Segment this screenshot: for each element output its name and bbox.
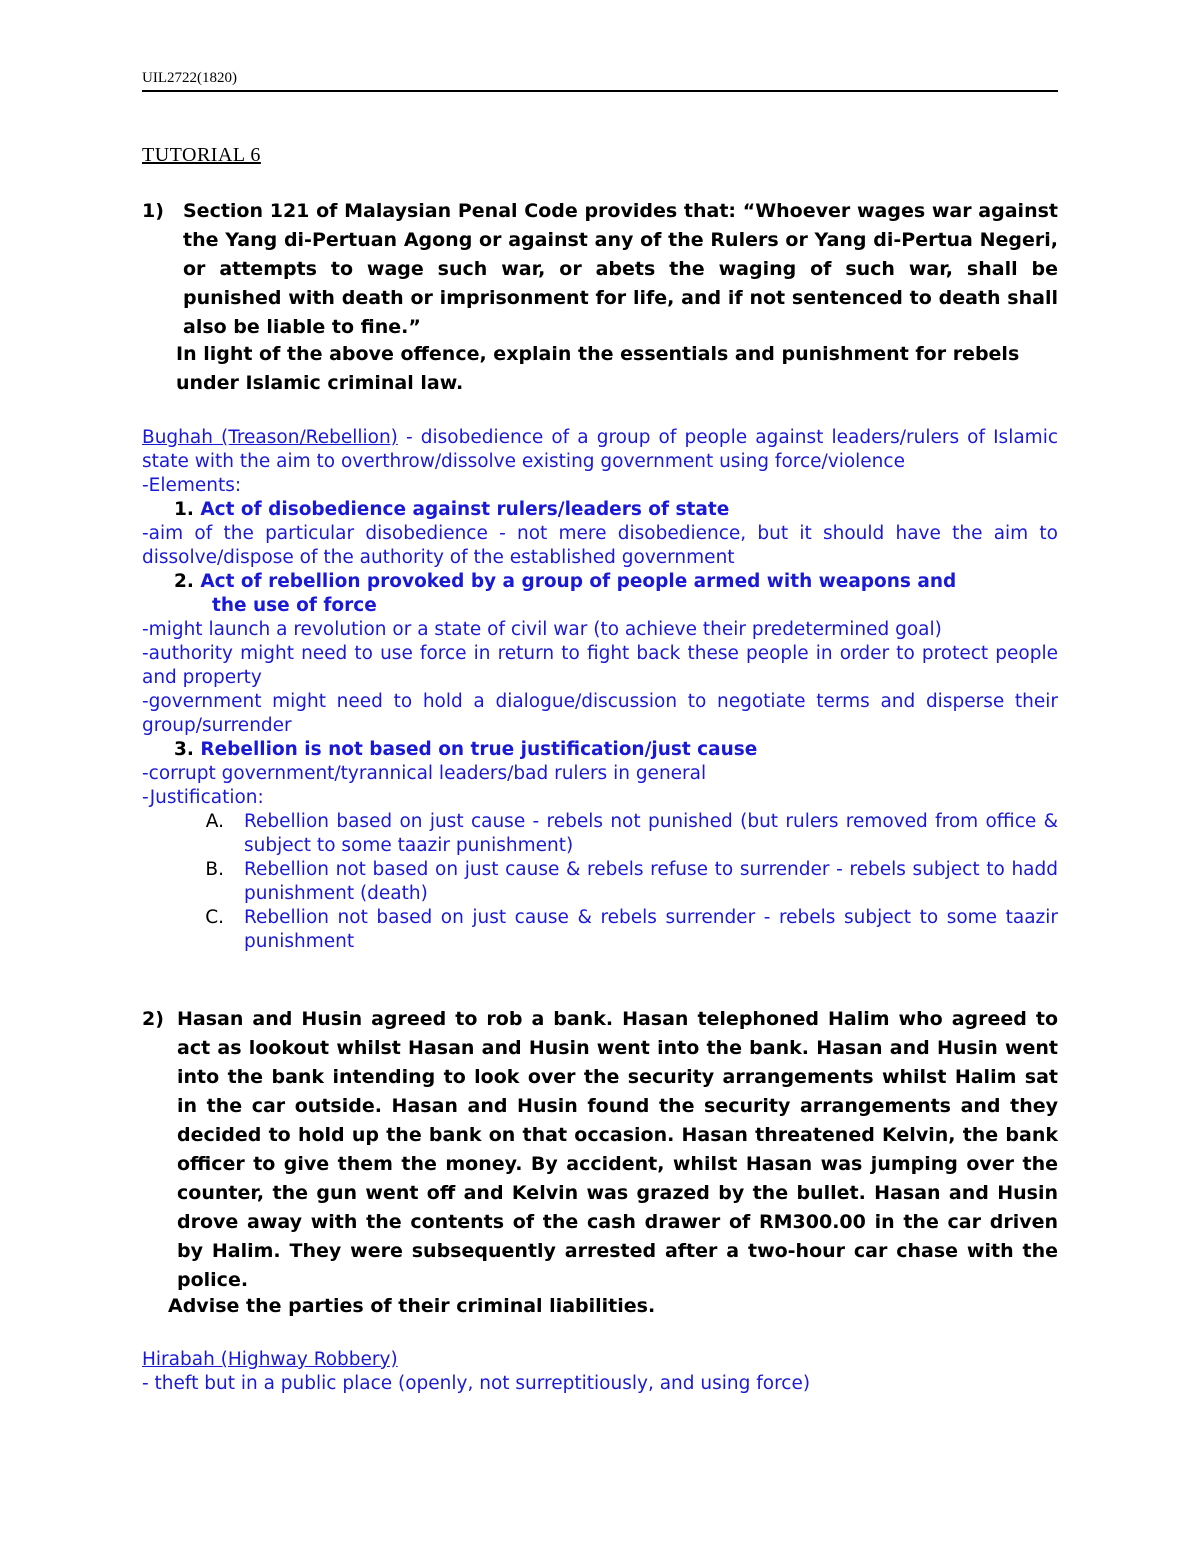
header-rule [142,90,1058,92]
question-1-text: Section 121 of Malaysian Penal Code provides that: “Whoever wages war against the Yang di-Pertuan Agong or against any of the Rulers or Yang di-Pertua Negeri, or attempts to wage such war, or abets the waging of such war, shall be punished with death or imprisonment for life, and if not sentenced to death shall also be liable to fine.” [183,200,1058,338]
element-2-note-3: -government might need to hold a dialogue/discussion to negotiate terms and disperse their group/surrender [142,691,1058,736]
answer-1 [142,426,1058,954]
question-2-number: 2) [142,1008,164,1030]
bughah-definition: Bughah (Treason/Rebellion) - disobedience of a group of people against leaders/rulers of Islamic state with the aim to overthrow/dissolve existing government using force/violence [142,427,1059,472]
element-2-note-2: -authority might need to use force in return to fight back these people in order to protect people and property [142,643,1058,688]
question-1-prompt: In light of the above offence, explain the essentials and punishment for rebels under Islamic criminal law. [176,343,1020,394]
element-2-note-1: -might launch a revolution or a state of civil war (to achieve their predetermined goal) [142,619,942,640]
element-1-title: 1. Act of disobedience against rulers/leaders of state [174,499,730,520]
course-code-header: UIL2722(1820) [142,70,237,86]
element-3-note-1: -corrupt government/tyrannical leaders/bad rulers in general [142,763,707,784]
hirabah-term: Hirabah (Highway Robbery) [142,1349,398,1370]
question-1-number: 1) [142,200,164,222]
element-1-note-1: -aim of the particular disobedience - not mere disobedience, but it should have the aim to dissolve/dispose of the authority of the established government [142,523,1058,568]
page-title: TUTORIAL 6 [142,144,261,166]
question-2-prompt: Advise the parties of their criminal liabilities. [168,1295,656,1317]
question-1 [142,197,1058,342]
bughah-term: Bughah (Treason/Rebellion) [142,427,398,448]
question-2-text: Hasan and Husin agreed to rob a bank. Hasan telephoned Halim who agreed to act as lookout whilst Hasan and Husin went into the bank. Hasan and Husin went into the bank intending to look over the security arrangements whilst Halim sat in the car outside. Hasan and Husin found the security arrangements and they decided to hold up the bank on that occasion. Hasan threatened Kelvin, the bank officer to give them the money. By accident, whilst Hasan was jumping over the counter, the gun went off and Kelvin was grazed by the bullet. Hasan and Husin drove away with the contents of the cash drawer of RM300.00 in the car driven by Halim. They were subsequently arrested after a two-hour car chase with the police. [177,1008,1058,1291]
question-2 [142,1005,1058,1295]
justification-label: -Justification: [142,787,264,808]
justification-a: A. Rebellion based on just cause - rebels not punished (but rulers removed from office & subject to some taazir punishment) [205,811,1058,856]
hirabah-term-line [142,1348,1058,1372]
elements-label: -Elements: [142,475,242,496]
element-2-title: 2. Act of rebellion provoked by a group of people armed with weapons and the use of force [174,571,957,616]
justification-b: B. Rebellion not based on just cause & rebels refuse to surrender - rebels subject to hadd punishment (death) [205,859,1058,904]
element-3-title: 3. Rebellion is not based on true justification/just cause [174,739,758,760]
answer-2 [142,1348,1058,1396]
hirabah-note: - theft but in a public place (openly, not surreptitiously, and using force) [142,1373,811,1394]
justification-c: C. Rebellion not based on just cause & rebels surrender - rebels subject to some taazir punishment [205,907,1058,952]
